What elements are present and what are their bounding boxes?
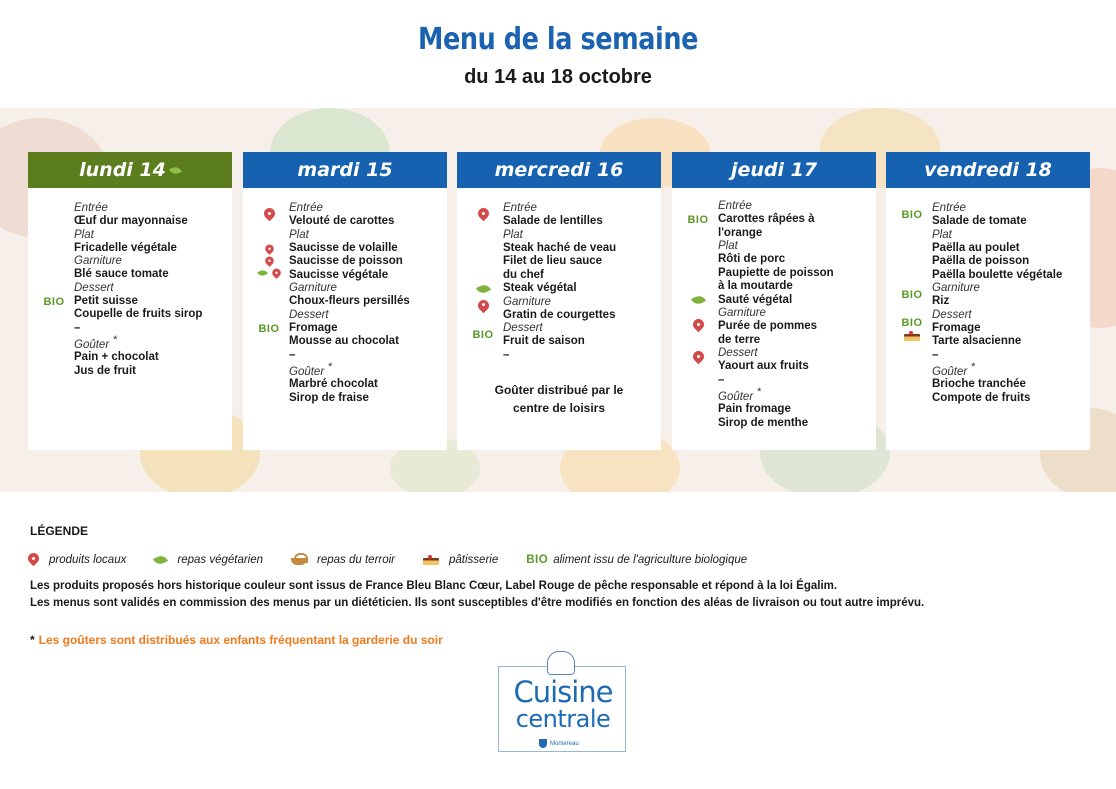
legend-note: Les produits proposés hors historique couleur sont issus de France Bleu Blanc Cœur, Label Rouge de pêche responsable et répond à la loi Égalim. <box>30 580 838 592</box>
location-pin-icon <box>478 208 489 222</box>
entree-label: Entrée <box>289 202 323 214</box>
chef-hat-icon <box>547 651 575 675</box>
town-name: Montereau <box>550 740 579 747</box>
legend-label: aliment issu de l'agriculture biologique <box>553 554 748 566</box>
dessert-label: Dessert <box>718 347 758 359</box>
town-crest <box>539 739 579 748</box>
cake-icon <box>423 555 439 565</box>
crest-icon <box>539 739 547 748</box>
day-header-friday <box>886 152 1090 188</box>
garniture-dish: Gratin de courgettes <box>503 308 616 321</box>
garniture-label: Garniture <box>932 282 980 294</box>
plat-dish: Fricadelle végétale <box>74 241 177 254</box>
day-label: mercredi 16 <box>494 159 624 181</box>
garniture-label: Garniture <box>718 307 766 319</box>
asterisk: * <box>757 385 762 398</box>
logo-line1: Cuisine <box>513 675 613 709</box>
plat-dish: Saucisse végétale <box>289 268 389 281</box>
separator-dash: – <box>74 321 81 334</box>
gouter-label: Goûter <box>932 365 968 378</box>
basket-icon <box>291 555 307 565</box>
page-subtitle: du 14 au 18 octobre <box>464 66 652 88</box>
plat-dish: Paëlla au poulet <box>932 241 1020 254</box>
day-card-thursday <box>672 152 876 450</box>
plat-dish: Steak végétal <box>503 282 577 294</box>
separator-dash: – <box>932 348 939 361</box>
bio-badge: BIO <box>472 329 494 341</box>
legend-label: produits locaux <box>49 554 127 566</box>
day-header-monday <box>28 152 232 188</box>
dessert-label: Dessert <box>503 322 543 334</box>
day-label: jeudi 17 <box>730 159 818 181</box>
plat-dish: Rôti de porc <box>718 253 786 265</box>
location-pin-icon <box>272 268 281 279</box>
day-card-tuesday <box>243 152 447 450</box>
separator-dash: – <box>289 348 296 361</box>
gouter-label: Goûter <box>74 338 110 351</box>
dessert-label: Dessert <box>289 308 329 321</box>
separator-dash: – <box>503 348 510 361</box>
dessert-label: Dessert <box>74 281 114 294</box>
day-label: vendredi 18 <box>924 159 1052 181</box>
legend-note: Les menus sont validés en commission des menus par un diététicien. Ils sont susceptibles d'être modifiés en fonction des aléas de livraison ou tout autre imprévu. <box>30 597 925 609</box>
entree-label: Entrée <box>503 202 537 214</box>
dessert-dish: Fromage <box>289 321 338 334</box>
garniture-label: Garniture <box>503 295 551 308</box>
garniture-dish: Riz <box>932 295 950 307</box>
leaf-icon <box>690 294 705 307</box>
plat-dish: Paupiette de poisson <box>718 266 834 279</box>
garniture-dish: Choux-fleurs persillés <box>289 295 410 307</box>
day-card-monday <box>28 152 232 450</box>
plat-dish: Steak haché de veau <box>503 241 617 254</box>
leaf-icon <box>257 268 268 277</box>
entree-dish: Salade de lentilles <box>503 215 603 227</box>
dessert-dish: Fromage <box>932 321 981 334</box>
legend-label: pâtisserie <box>449 554 499 566</box>
plat-dish: Filet de lieu sauce <box>503 255 603 267</box>
garniture-label: Garniture <box>74 255 122 267</box>
entree-dish: Carottes râpées à <box>718 213 815 225</box>
plat-label: Plat <box>289 228 309 241</box>
location-pin-icon <box>265 256 274 267</box>
day-header-tuesday <box>243 152 447 188</box>
dessert-dish: Petit suisse <box>74 294 138 307</box>
bio-badge: BIO <box>901 316 923 329</box>
leaf-icon <box>153 554 168 567</box>
gouter-label: Goûter <box>718 390 754 403</box>
asterisk: * <box>30 633 35 647</box>
legend-label: repas du terroir <box>317 554 396 566</box>
gouter-note-line: Goûter distribué par le <box>494 382 624 397</box>
plat-label: Plat <box>718 240 738 252</box>
gouter-dish: Sirop de menthe <box>718 416 809 429</box>
dessert-dish: Mousse au chocolat <box>289 335 399 347</box>
dessert-dish: Tarte alsacienne <box>932 335 1022 347</box>
day-header-thursday <box>672 152 876 188</box>
day-card-friday <box>886 152 1090 450</box>
day-header-wednesday <box>457 152 661 188</box>
gouter-dish: Pain fromage <box>718 403 791 416</box>
plat-dish: à la moutarde <box>718 280 793 292</box>
dessert-dish: Yaourt aux fruits <box>718 360 809 372</box>
legend <box>28 553 775 567</box>
asterisk: * <box>113 333 118 346</box>
entree-dish: l'orange <box>718 226 763 239</box>
asterisk: * <box>328 360 333 373</box>
location-pin-icon <box>265 244 274 255</box>
plat-label: Plat <box>503 228 523 241</box>
leaf-icon <box>475 282 490 295</box>
garniture-dish: Blé sauce tomate <box>74 268 169 280</box>
gouter-dish: Jus de fruit <box>74 364 136 377</box>
plat-dish: Sauté végétal <box>718 293 793 306</box>
legend-title: LÉGENDE <box>30 524 89 538</box>
gouter-label: Goûter <box>289 365 325 378</box>
page-title: Menu de la semaine <box>418 22 698 57</box>
plat-dish: du chef <box>503 268 544 281</box>
cuisine-centrale-logo <box>498 666 626 752</box>
entree-label: Entrée <box>932 202 966 214</box>
gouter-dish: Marbré chocolat <box>289 378 378 391</box>
legend-label: repas végétarien <box>177 554 264 566</box>
entree-dish: Œuf dur mayonnaise <box>74 215 188 227</box>
bio-badge: BIO <box>901 289 923 301</box>
dessert-dish: Coupelle de fruits sirop <box>74 308 203 320</box>
location-pin-icon <box>478 300 489 314</box>
plat-label: Plat <box>74 228 94 241</box>
day-label: lundi 14 <box>79 159 166 181</box>
bio-badge: BIO <box>526 554 549 566</box>
bio-badge: BIO <box>901 209 923 221</box>
gouter-dish: Pain + chocolat <box>74 351 159 364</box>
separator-dash: – <box>718 373 725 386</box>
asterisk: * <box>971 360 976 373</box>
location-pin-icon <box>264 208 275 222</box>
plat-dish: Saucisse de volaille <box>289 241 398 254</box>
footnote-text: Les goûters sont distribués aux enfants fréquentant la garderie du soir <box>38 633 443 647</box>
gouter-note <box>463 381 655 417</box>
cake-icon <box>904 331 920 341</box>
gouter-dish: Sirop de fraise <box>289 391 369 404</box>
location-pin-icon <box>693 319 704 333</box>
plat-label: Plat <box>932 228 952 241</box>
footnote <box>30 633 443 647</box>
plat-dish: Paëlla boulette végétale <box>932 268 1063 281</box>
bio-badge: BIO <box>258 322 280 335</box>
bio-badge: BIO <box>687 214 709 226</box>
plat-dish: Saucisse de poisson <box>289 255 403 267</box>
garniture-label: Garniture <box>289 282 337 294</box>
entree-label: Entrée <box>718 200 752 212</box>
location-pin-icon <box>693 351 704 365</box>
gouter-note-line: centre de loisirs <box>512 400 606 415</box>
plat-dish: Paëlla de poisson <box>932 255 1030 267</box>
logo-line2: centrale <box>515 705 611 733</box>
garniture-dish: de terre <box>718 333 761 346</box>
entree-label: Entrée <box>74 202 108 214</box>
entree-dish: Salade de tomate <box>932 215 1027 227</box>
garniture-dish: Purée de pommes <box>718 320 818 332</box>
leaf-icon <box>169 165 182 175</box>
gouter-dish: Compote de fruits <box>932 391 1031 404</box>
dessert-dish: Fruit de saison <box>503 335 585 347</box>
bio-badge: BIO <box>43 295 65 308</box>
location-pin-icon <box>28 553 39 567</box>
dessert-label: Dessert <box>932 308 972 321</box>
entree-dish: Velouté de carottes <box>289 215 395 227</box>
day-label: mardi 15 <box>297 159 393 181</box>
day-card-wednesday <box>457 152 661 450</box>
gouter-dish: Brioche tranchée <box>932 378 1026 391</box>
